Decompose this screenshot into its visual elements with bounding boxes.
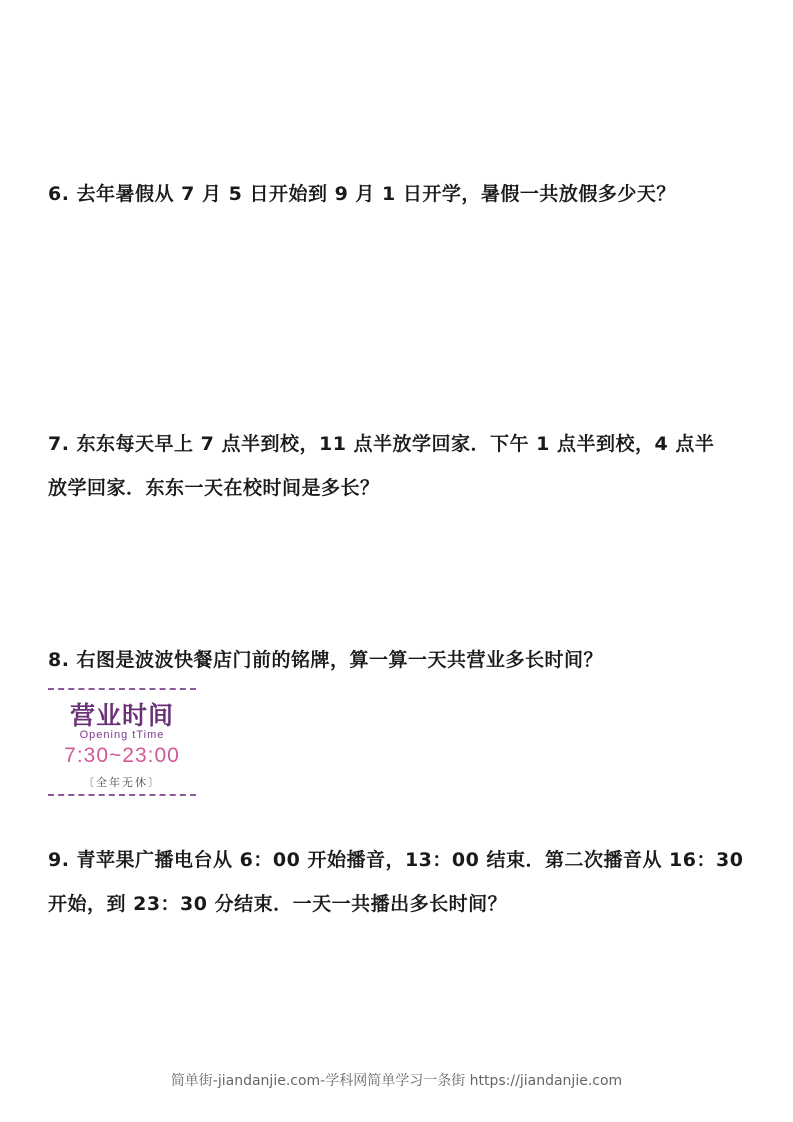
sign-hours: 7:30~23:00 <box>64 744 180 767</box>
sign-subtitle: Opening tTime <box>79 729 165 741</box>
question-9 <box>48 838 753 926</box>
question-7-line-2: 放学回家．东东一天在校时间是多长？ <box>48 477 380 499</box>
question-7 <box>48 422 753 510</box>
question-8 <box>48 638 753 682</box>
opening-hours-sign <box>46 686 198 800</box>
sign-top-border <box>48 688 196 690</box>
question-6-text: 6. 去年暑假从 7 月 5 日开始到 9 月 1 日开学，暑假一共放假多少天？ <box>48 183 676 205</box>
sign-title: 营业时间 <box>69 701 174 730</box>
question-9-line-2: 开始，到 23：30 分结束．一天一共播出多长时间？ <box>48 893 508 915</box>
sign-note: 〔全年无休〕 <box>83 776 161 789</box>
question-9-line-1: 9. 青苹果广播电台从 6：00 开始播音，13：00 结束．第二次播音从 16：30 <box>48 849 744 871</box>
page-footer: 简单街-jiandanjie.com-学科网简单学习一条街 https://jiandanjie.com <box>170 1073 623 1089</box>
question-6 <box>48 172 753 216</box>
sign-bottom-border <box>48 794 196 796</box>
question-7-line-1: 7. 东东每天早上 7 点半到校，11 点半放学回家．下午 1 点半到校，4 点半 <box>48 433 715 455</box>
question-8-text: 8. 右图是波波快餐店门前的铭牌，算一算一天共营业多长时间？ <box>48 649 604 671</box>
